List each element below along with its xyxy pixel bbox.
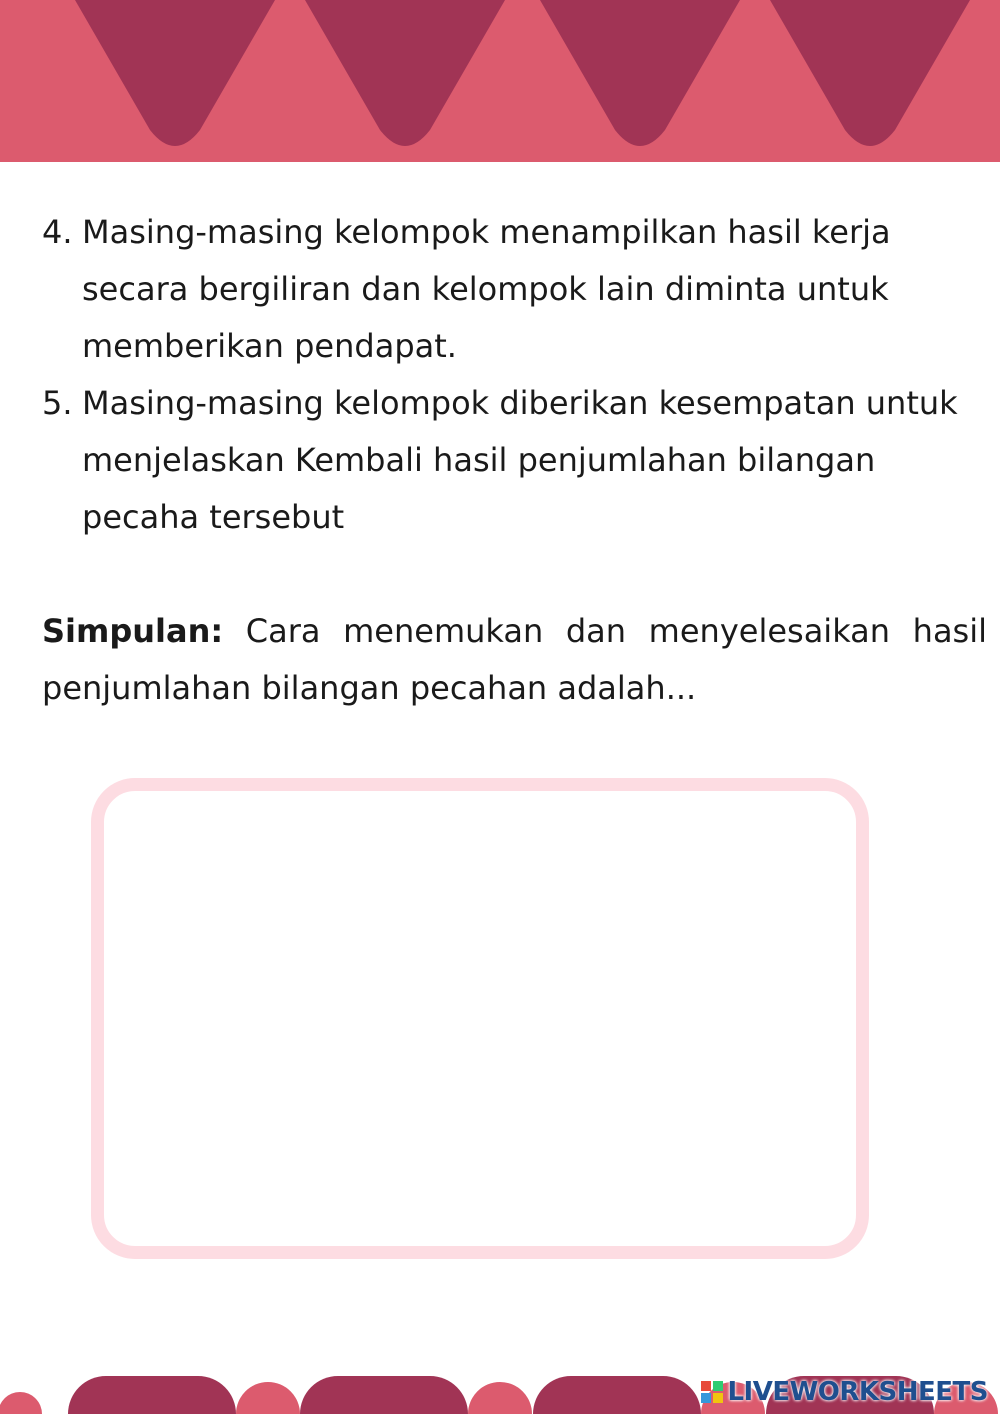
conclusion-paragraph bbox=[42, 603, 987, 717]
conclusion-label: Simpulan: bbox=[42, 612, 224, 650]
conclusion-text: Cara menemukan dan menyelesaikan hasil penjumlahan bilangan pecahan adalah... bbox=[42, 612, 988, 707]
liveworksheets-logo-text: LIVEWORKSHEETS bbox=[727, 1377, 988, 1407]
footer-scallop bbox=[533, 1376, 701, 1414]
footer-scallop bbox=[300, 1376, 468, 1414]
answer-input-box[interactable] bbox=[91, 778, 869, 1259]
liveworksheets-logo-icon bbox=[701, 1381, 723, 1403]
step-item bbox=[42, 375, 987, 546]
top-banner-decoration bbox=[0, 0, 1000, 162]
footer-scallop bbox=[68, 1376, 236, 1414]
step-number: 5. bbox=[42, 384, 73, 422]
footer-scallop bbox=[468, 1382, 532, 1414]
step-item bbox=[42, 204, 987, 375]
worksheet-content bbox=[42, 204, 987, 749]
footer-scallop bbox=[0, 1392, 42, 1414]
step-number: 4. bbox=[42, 213, 73, 251]
step-text: Masing-masing kelompok diberikan kesempatan untuk menjelaskan Kembali hasil penjumlahan bilangan pecaha tersebut bbox=[82, 384, 958, 536]
liveworksheets-logo[interactable] bbox=[701, 1374, 988, 1410]
footer-scallop bbox=[236, 1382, 300, 1414]
step-text: Masing-masing kelompok menampilkan hasil kerja secara bergiliran dan kelompok lain diminta untuk memberikan pendapat. bbox=[82, 213, 891, 365]
steps-list bbox=[42, 204, 987, 546]
